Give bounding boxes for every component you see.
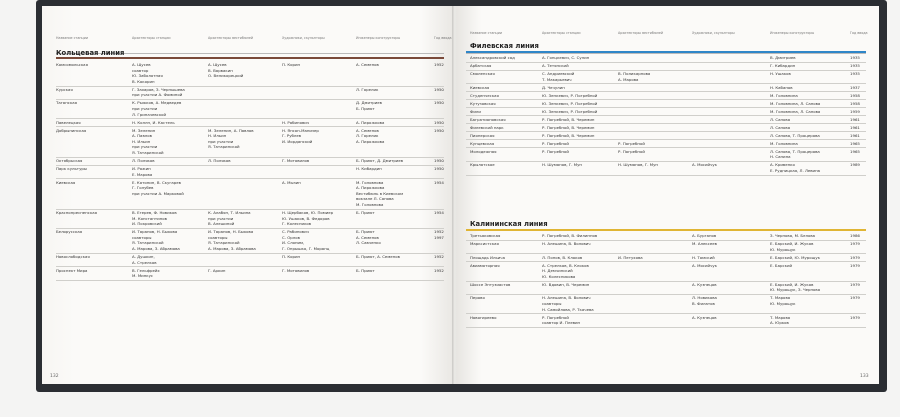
row-divider — [466, 327, 866, 328]
credit-cell: М. Головнина — [770, 140, 798, 146]
row-divider — [466, 175, 866, 176]
opening-year: 1954 — [434, 210, 444, 215]
page-number: 133 — [860, 374, 869, 379]
station-name: Павелецкая — [56, 119, 81, 125]
credit-cell: Л. Поляков — [208, 158, 231, 163]
credit-cell: М. Зеленин, А. Павлов Н. Ильин при участии Я. Татаринской — [208, 127, 254, 150]
credit-cell: Н. Шуманов, Г. Мун — [618, 162, 658, 168]
station-name: Курская — [56, 86, 73, 92]
credit-cell: Б. Приют А. Семенов Л. Савченко — [356, 229, 381, 246]
station-name: Новослободская — [56, 254, 90, 259]
column-header: Художники, скульпторы — [282, 36, 325, 40]
credit-cell: С. Рабинович С. Орлов И. Слоним, Г. Опрышко, Г. Моранц — [282, 229, 330, 251]
station-name: Филевский парк — [470, 124, 504, 130]
credit-cell: Р. Погребной соавтор И. Плевин — [542, 314, 581, 326]
credit-cell: Г. Кибардин — [770, 63, 796, 68]
station-name: Проспект Мира — [56, 267, 88, 273]
credit-cell: А. Семенов Л. Горелик А. Пирожкова — [356, 127, 385, 144]
opening-year: 1952 — [434, 254, 444, 259]
opening-year: 1958 — [850, 92, 860, 98]
station-name: Кунцевская — [470, 140, 495, 146]
credit-cell: А. Гонцкевич, С. Сулин — [542, 55, 590, 60]
credit-cell: Л. Новикова В. Филатов — [692, 295, 717, 306]
row-divider — [466, 139, 866, 140]
opening-year: 1935 — [850, 55, 860, 60]
credit-cell: А. Душкин, А. Стрелков — [132, 254, 157, 265]
credit-cell: Н. Кибардин — [356, 166, 382, 171]
credit-cell: Н. Ушаков — [770, 71, 791, 76]
credit-cell: Л. Поляков — [132, 158, 155, 163]
opening-year: 1950 — [434, 119, 444, 125]
column-header: Архитекторы вестибюлей — [208, 36, 253, 40]
row-divider — [466, 294, 866, 295]
credit-cell: Б. Приют — [356, 267, 375, 273]
station-name: Октябрьская — [56, 158, 83, 163]
credit-cell: Е. Барский — [770, 262, 793, 268]
row-divider — [466, 62, 866, 63]
column-header: Художники, скульпторы — [692, 31, 735, 35]
credit-cell: Н. Коллн, И. Кастель — [132, 119, 175, 125]
opening-year: 1961 — [850, 116, 860, 122]
credit-cell: Е. Барский, Ю. Мурощук — [770, 254, 820, 260]
opening-year: 1950 — [434, 158, 444, 163]
column-header: Инженеры конструкторы — [770, 31, 815, 35]
station-name: Авиамоторная — [470, 262, 500, 268]
credit-cell: Т. Марова Ю. Мурощук — [770, 295, 796, 306]
credit-cell: Б. Приют — [356, 210, 375, 215]
station-name: Третьяковская — [470, 233, 501, 238]
station-name: Студенческая — [470, 92, 499, 98]
credit-cell: Р. Погребной, В. Филиппов — [542, 233, 598, 238]
credit-cell: Ю. Зенкевич, Р. Погребной — [542, 108, 598, 114]
credit-cell: Р. Погребной — [542, 148, 569, 154]
credit-cell: М. Головнова А. Пирожкова Вестибюль в Киевском вокзале Л. Санова М. Головнова — [356, 179, 403, 207]
station-name: Перово — [470, 295, 485, 301]
row-divider — [56, 280, 444, 281]
credit-cell: А. Пирожкова — [356, 119, 385, 125]
credit-cell: Е. Барский, И. Жуков Ю. Мурощук — [770, 241, 814, 252]
row-divider — [466, 115, 866, 116]
opening-year: 1958 — [850, 100, 860, 106]
credit-cell: С. Андриевский Т. Макарьевич — [542, 71, 575, 82]
credit-cell: Н. Рабинович — [282, 119, 310, 125]
left-page — [42, 6, 454, 384]
credit-cell: М. Зеленин А. Павлов Н. Ильин при участии Я. Татаринской — [132, 127, 164, 155]
station-name: Александровский сад — [470, 55, 515, 60]
credit-cell: Ю. Вдовин, В. Черемин — [542, 281, 590, 287]
station-name: Добрынинская — [56, 127, 87, 133]
credit-cell: Р. Погребной, В. Черемин — [542, 124, 595, 130]
opening-year: 1979 — [850, 281, 860, 287]
opening-year: 1935 — [850, 71, 860, 76]
opening-year: 1979 — [850, 241, 860, 246]
credit-cell: М. Головнина, Л. Санова — [770, 100, 821, 106]
credit-cell: А. Тетянский — [542, 63, 569, 68]
column-header: Название станции — [56, 36, 89, 40]
station-name: Краснопресненская — [56, 210, 97, 215]
credit-cell: Л. Попов, В. Клоков — [542, 254, 583, 260]
credit-cell: В. Поликарпова А. Марова — [618, 71, 651, 82]
credit-cell: И. Петухова — [618, 254, 643, 260]
section-title-kalininskaya-line: Калининская линия — [470, 220, 548, 228]
opening-year: 1950 — [434, 127, 444, 133]
opening-year: 1950 — [434, 100, 444, 106]
station-name: Шоссе Энтузиастов — [470, 281, 511, 287]
filevskaya-line-color-bar — [466, 51, 866, 53]
credit-cell: А. Семенов — [356, 62, 379, 67]
row-divider — [466, 313, 866, 314]
credit-cell: Л. Санова, Т. Процерова — [770, 132, 820, 138]
row-divider — [466, 261, 866, 262]
section-title-ring-line: Кольцевая линия — [56, 49, 125, 57]
column-header: Инженеры конструкторы — [356, 36, 401, 40]
credit-cell: Л. Санова — [770, 116, 791, 122]
row-divider — [56, 165, 444, 166]
credit-cell: А. Кузнецов — [692, 314, 717, 320]
station-name: Белорусская — [56, 229, 83, 235]
station-name: Таганская — [56, 100, 77, 106]
credit-cell: Р. Погребной — [618, 148, 645, 154]
credit-cell: М. Головнина — [770, 92, 798, 98]
opening-year: 1954 — [434, 179, 444, 185]
column-header: Архитекторы вестибюлей — [618, 31, 663, 35]
opening-year: 1965 — [850, 148, 860, 154]
credit-cell: Н. Шуманов, Г. Мун — [542, 162, 582, 168]
opening-year: 1961 — [850, 132, 860, 138]
section-title-filevskaya-line: Филевская линия — [470, 42, 539, 50]
station-name: Кутузовская — [470, 100, 496, 106]
credit-cell: А. Мосийчук — [692, 162, 718, 168]
credit-cell: А. Щусев соавтор Ю. Заболотная В. Кокорин — [132, 62, 163, 84]
row-divider — [56, 118, 444, 119]
opening-year: 1937 — [850, 84, 860, 90]
row-divider — [56, 266, 444, 267]
row-divider — [56, 99, 444, 100]
credit-cell: А. Мосийчук — [692, 262, 718, 268]
credit-cell: Д. Дмитриев Б. Приют — [356, 100, 382, 111]
page-number: 132 — [50, 374, 59, 379]
ring-line-color-bar — [56, 57, 444, 59]
kalininskaya-line-color-bar — [466, 229, 866, 231]
credit-cell: Р. Погребной, В. Черемин — [542, 132, 595, 138]
credit-cell: Б. Приют, А. Семенов — [356, 254, 400, 259]
credit-cell: Ю. Зенкевич, Р. Погребной — [542, 92, 598, 98]
station-name: Пионерская — [470, 132, 495, 138]
credit-cell: Н. Алешина, В. Волович соавторы Н. Самойлова, Р. Ткачева — [542, 295, 594, 312]
credit-cell: Г. Мотовилов — [282, 267, 310, 273]
station-name: Молодежная — [470, 148, 497, 154]
credit-cell: Л. Горелик — [356, 86, 379, 92]
credit-cell: В. Дмитриев — [770, 55, 796, 60]
station-name: Парк культуры — [56, 166, 87, 171]
credit-cell: К. Алабян, Т. Ильина при участии В. Алешиной — [208, 210, 251, 227]
opening-year: 1979 — [850, 295, 860, 301]
opening-year: 1952 — [434, 62, 444, 67]
station-name: Багратионовская — [470, 116, 506, 122]
row-divider — [466, 91, 866, 92]
row-divider — [466, 83, 866, 84]
opening-year: 1979 — [850, 262, 860, 268]
row-divider — [466, 123, 866, 124]
credit-cell: А. Щусев В. Варвакин О. Великорецкий — [208, 62, 244, 79]
credit-cell: А. Мызин — [282, 179, 301, 185]
credit-cell: Р. Погребной — [618, 140, 645, 146]
opening-year: 1965 — [850, 140, 860, 146]
credit-cell: К. Рыжков, А. Медведев при участии Л. Гриначевской — [132, 100, 182, 117]
station-name: Комсомольская — [56, 62, 88, 67]
credit-cell: В. Гельфрейх М. Минкус — [132, 267, 160, 279]
credit-cell: Д. Чечулин — [542, 84, 565, 90]
station-name: Площадь Ильича — [470, 254, 505, 260]
opening-year: 1961 — [850, 124, 860, 130]
credit-cell: Н. Томский — [692, 254, 715, 260]
column-header: Архитекторы станции — [132, 36, 171, 40]
column-header: Архитекторы станции — [542, 31, 581, 35]
credit-cell: Н. Алешина, В. Волович — [542, 241, 591, 246]
credit-cell: И. Рожин Е. Марова — [132, 166, 153, 177]
credit-cell: И. Таранов, Н. Быкова соавторы Я. Татаринской А. Марова, З. Абрамова — [132, 229, 180, 251]
credit-cell: А. Бурганов — [692, 233, 717, 238]
column-header: Год ввода — [850, 31, 868, 35]
credit-cell: Р. Погребной, В. Черемин — [542, 116, 595, 122]
credit-cell: Н. Кабанов — [770, 84, 793, 90]
station-name: Новогиреево — [470, 314, 497, 320]
credit-cell: Г. Захаров, З. Чернышева при участии А. Фоминой — [132, 86, 185, 98]
opening-year: 1979 — [850, 314, 860, 320]
credit-cell: И. Таранов, Н. Быкова соавторы Я. Татаринской А. Марова, З. Абрамова — [208, 229, 256, 251]
credit-cell: Н. Янсон-Манизер Г. Рублев И. Иорданский — [282, 127, 319, 144]
row-divider — [466, 70, 866, 71]
row-divider — [56, 86, 444, 87]
station-name: Фили — [470, 108, 481, 114]
credit-cell: А. Кузнецов — [692, 281, 717, 287]
station-name: Марксистская — [470, 241, 499, 246]
credit-cell: Ю. Зенкевич, Р. Погребной — [542, 100, 598, 106]
opening-year: 1979 — [850, 254, 860, 260]
credit-cell: Г. Мотовилов — [282, 158, 310, 163]
station-name: Киевская — [470, 84, 490, 90]
credit-cell: Р. Погребной — [542, 140, 569, 146]
station-name: Крылатское — [470, 162, 495, 168]
station-name: Киевская — [56, 179, 76, 185]
opening-year: 1952 — [434, 267, 444, 273]
credit-cell: Н. Щербаков, Ю. Помиер Ю. Ушаков, В. Федоров Г. Колесников — [282, 210, 334, 227]
station-name: Смоленская — [470, 71, 495, 76]
credit-cell: Л. Санова — [770, 124, 791, 130]
credit-cell: Л. Санова, Т. Процерова Н. Сапина — [770, 148, 820, 160]
credit-cell: Б. Приют, Д. Дмитриев — [356, 158, 404, 163]
opening-year: 1935 — [850, 63, 860, 68]
opening-year: 1986 — [850, 233, 860, 238]
credit-cell: Е. Барский, И. Жуков Ю. Мурощук, З. Чернова — [770, 281, 821, 293]
credit-cell: А. Кривенко Е. Рудницкая, Л. Левина — [770, 162, 821, 173]
credit-cell: М. Алексеев — [692, 241, 717, 246]
opening-year: 1952 1997 — [434, 229, 444, 240]
credit-cell: П. Корин — [282, 62, 301, 67]
opening-year: 1950 — [434, 166, 444, 171]
credit-cell: Е. Катонин, В. Скугарев Г. Голубев при участии А. Марковой — [132, 179, 184, 196]
credit-cell: З. Чернова, М. Белова — [770, 233, 816, 238]
opening-year: 1989 — [850, 162, 860, 168]
credit-cell: Т. Марова А. Юрков — [770, 314, 791, 326]
column-header: Название станции — [470, 31, 503, 35]
credit-cell: П. Корин — [282, 254, 301, 259]
right-header-rule — [466, 53, 866, 54]
credit-cell: А. Стрелков, В. Клоков Н. Демчинский Ю. Колесникова — [542, 262, 589, 279]
credit-cell: М. Головнина, Л. Санова — [770, 108, 821, 114]
credit-cell: В. Егерев, Ф. Новиков М. Константинов И. Покровский — [132, 210, 177, 227]
station-name: Арбатская — [470, 63, 492, 68]
opening-year: 1950 — [434, 86, 444, 92]
column-header: Год ввода — [434, 36, 452, 40]
right-page — [456, 6, 879, 384]
opening-year: 1959 — [850, 108, 860, 114]
credit-cell: Г. Аркин — [208, 267, 226, 273]
